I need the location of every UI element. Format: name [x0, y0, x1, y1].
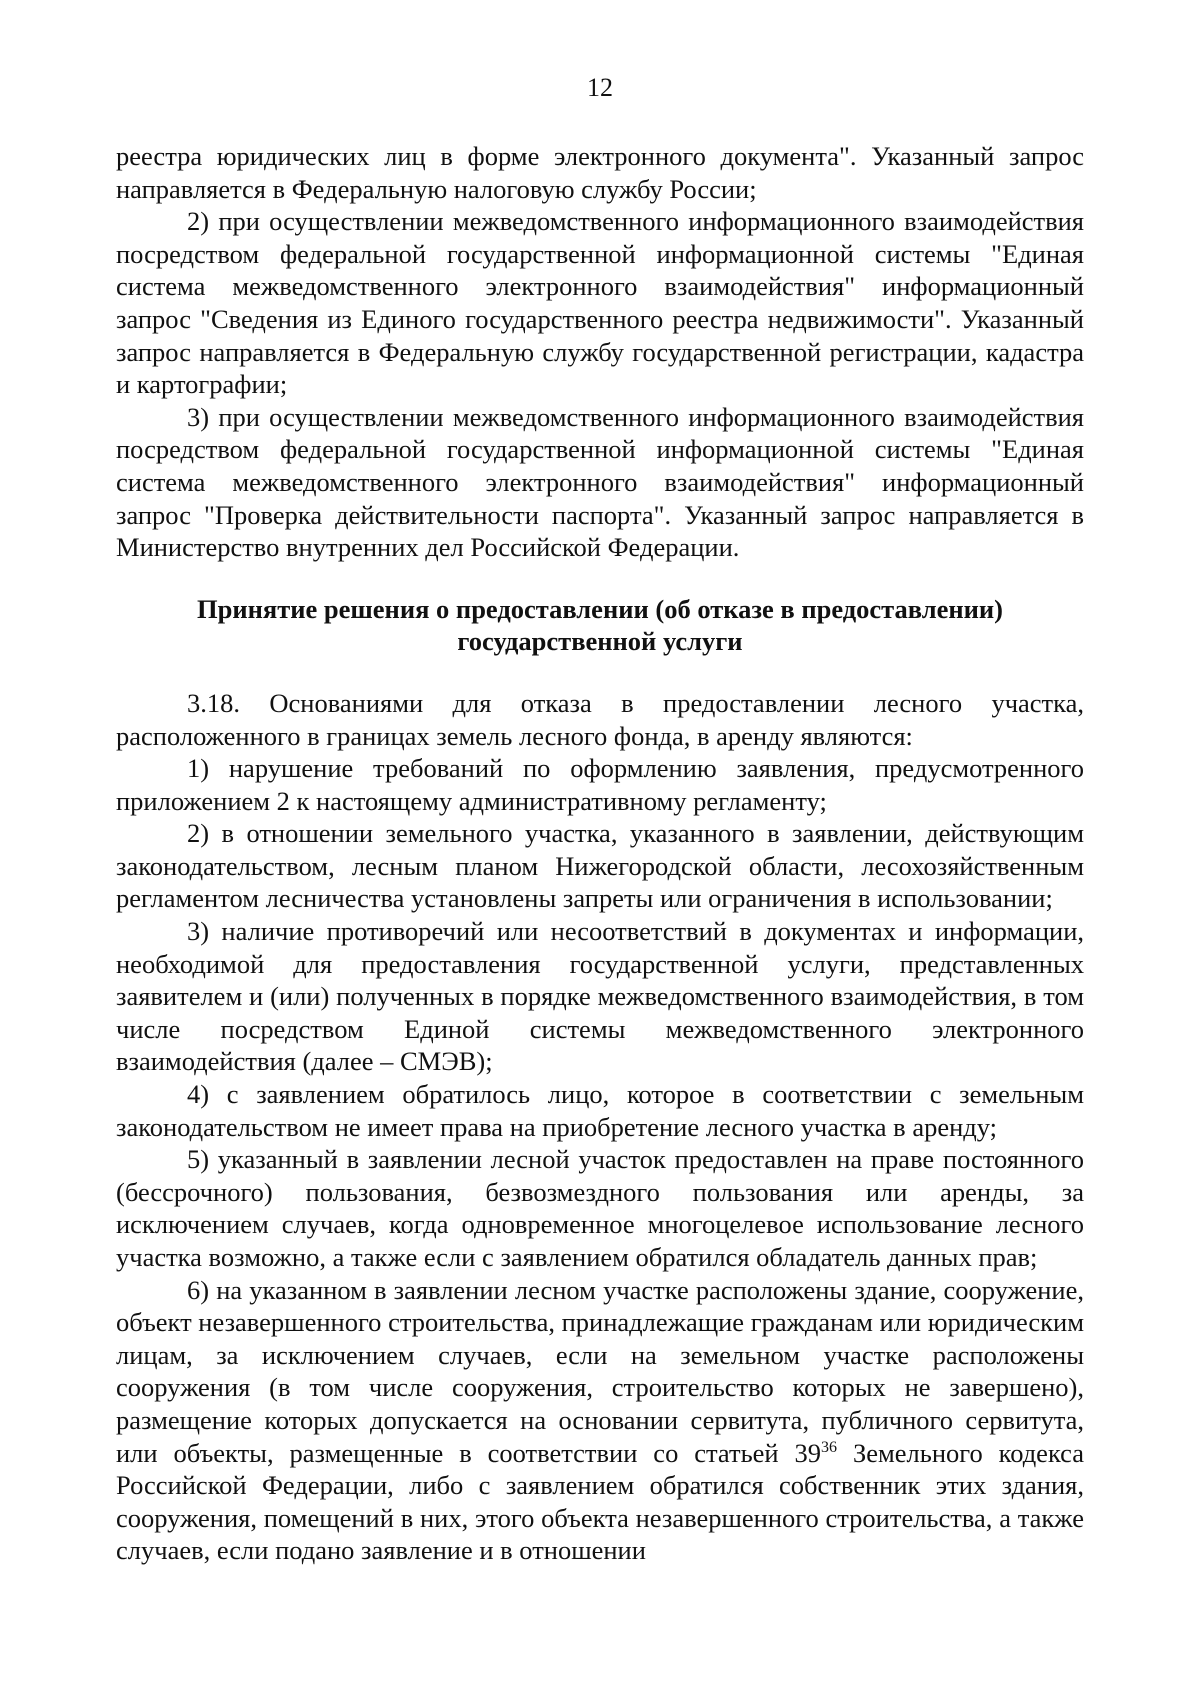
paragraph-reason-3: 3) наличие противоречий или несоответствий в документах и информации, необходимой для предоставления государственной услуги, представленных заявителем и (или) полученных в порядке межведомственного взаимодействия, в том числе посредством Единой системы межведомственного электронного взаимодействия (далее – СМЭВ); — [116, 916, 1084, 1077]
paragraph-3-18: 3.18. Основаниями для отказа в предоставлении лесного участка, расположенного в границах земель лесного фонда, в аренду являются: — [116, 687, 1084, 751]
paragraph-continuation: реестра юридических лиц в форме электронного документа". Указанный запрос направляется в Федеральную налоговую службу России; — [116, 141, 1084, 204]
paragraph-reason-2: 2) в отношении земельного участка, указанного в заявлении, действующим законодательством, лесным планом Нижегородской области, лесохозяйственным регламентом лесничества установлены запреты или ограничения в использовании; — [116, 818, 1084, 914]
paragraph-reason-1: 1) нарушение требований по оформлению заявления, предусмотренного приложением 2 к настоящему административному регламенту; — [116, 753, 1084, 816]
page-number: 12 — [587, 73, 613, 102]
reason-6-text-end: Земельного кодекса Российской Федерации, либо с заявлением обратился собственник этих здания, сооружения, помещений в них, этого объекта незавершенного строительства, а также случаев, если подано заявление и в отношении — [116, 1437, 1085, 1566]
paragraph-reason-4: 4) с заявлением обратилось лицо, которое в соответствии с земельным законодательством не имеет права на приобретение лесного участка в аренду; — [116, 1079, 1084, 1142]
paragraph-item-2: 2) при осуществлении межведомственного информационного взаимодействия посредством федеральной государственной информационной системы "Единая система межведомственного электронного взаимодействия" информационный запрос "Сведения из Единого государственного реестра недвижимости". Указанный запрос направляется в Федеральную службу государственной регистрации, кадастра и картографии; — [116, 206, 1084, 400]
document-body — [116, 140, 1084, 1567]
reason-6-text-start: 6) на указанном в заявлении лесном участке расположены здание, сооружение, объект незавершенного строительства, принадлежащие гражданам или юридическим лицам, за исключением случаев, если на земельном участке расположены сооружения (в том числе сооружения, строительство которых не завершено), размещение которых допускается на основании сервитута, публичного сервитута, или объекты, размещенные в соответствии со статьей 39 — [116, 1274, 1084, 1468]
section-heading-line-2: государственной услуги — [457, 626, 743, 657]
article-superscript: 36 — [821, 1438, 838, 1456]
paragraph-reason-5: 5) указанный в заявлении лесной участок предоставлен на праве постоянного (бессрочного) пользования, безвозмездного пользования или аренды, за исключением случаев, когда одновременное многоцелевое использование лесного участка возможно, а также если с заявлением обратился обладатель данных прав; — [116, 1144, 1084, 1272]
paragraph-reason-6 — [116, 1274, 1084, 1567]
section-heading — [116, 593, 1084, 658]
section-heading-line-1: Принятие решения о предоставлении (об отказе в предоставлении) — [197, 593, 1003, 624]
paragraph-item-3: 3) при осуществлении межведомственного информационного взаимодействия посредством федеральной государственной информационной системы "Единая система межведомственного электронного взаимодействия" информационный запрос "Проверка действительности паспорта". Указанный запрос направляется в Министерство внутренних дел Российской Федерации. — [116, 401, 1084, 563]
